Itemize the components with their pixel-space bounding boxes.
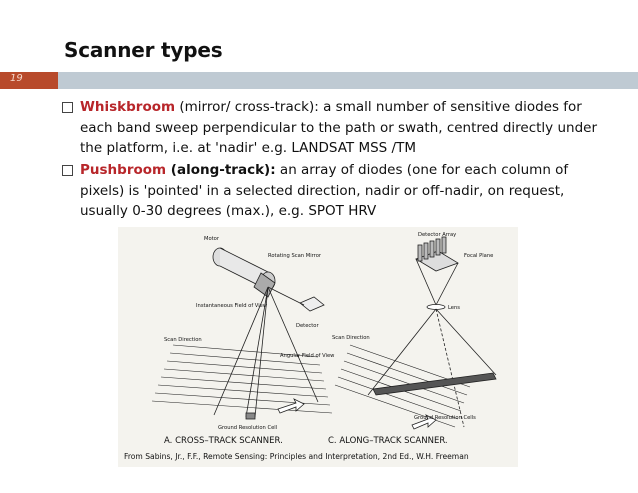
bullet-text bbox=[80, 160, 602, 222]
label-scan-direction-left: Scan Direction bbox=[164, 337, 202, 343]
along-track-diagram bbox=[335, 237, 496, 429]
figure-credit: From Sabins, Jr., F.F., Remote Sensing: Principles and Interpretation, 2nd Ed., W.H. Freeman bbox=[124, 452, 469, 461]
bullet-pushbroom bbox=[62, 160, 602, 222]
ground-cells-shape bbox=[373, 373, 496, 395]
label-detector: Detector bbox=[296, 323, 319, 329]
term-suffix: (along-track): bbox=[166, 162, 276, 178]
header-band bbox=[0, 72, 638, 89]
scanner-figure bbox=[118, 227, 518, 467]
caption-cross-track: A. CROSS–TRACK SCANNER. bbox=[164, 436, 283, 446]
label-angular-fov: Angular Field of View bbox=[280, 353, 335, 359]
label-ground-cells: Ground Resolution Cells bbox=[414, 415, 476, 421]
bullet-body: an array of diodes (one for each column of pixels) is 'pointed' in a selected direction, nadir or off-nadir, on request, usually 0-30 degrees (max.), e.g. SPOT HRV bbox=[80, 162, 569, 219]
detector-shape bbox=[300, 297, 324, 311]
label-rotating-mirror: Rotating Scan Mirror bbox=[268, 253, 322, 259]
scanner-diagram bbox=[118, 227, 518, 467]
label-scan-direction-right: Scan Direction bbox=[332, 335, 370, 341]
slide-title: Scanner types bbox=[64, 38, 223, 62]
label-ifov: Instantaneous Field of View bbox=[196, 303, 268, 309]
cross-track-diagram bbox=[152, 248, 332, 419]
label-focal-plane: Focal Plane bbox=[464, 253, 494, 259]
bullet-square-icon bbox=[62, 102, 73, 113]
caption-along-track: C. ALONG–TRACK SCANNER. bbox=[328, 436, 448, 446]
bullet-body: (mirror/ cross-track): a small number of sensitive diodes for each band sweep perpendicular to the path or swath, centred directly under the platform, i.e. at 'nadir' e.g. LANDSAT MSS /TM bbox=[80, 99, 597, 156]
bullet-text bbox=[80, 97, 602, 159]
label-detector-array: Detector Array bbox=[418, 232, 457, 238]
bullet-square-icon bbox=[62, 165, 73, 176]
label-ground-cell: Ground Resolution Cell bbox=[218, 425, 278, 431]
header-band-bar bbox=[58, 72, 638, 89]
page-number-tab bbox=[0, 72, 58, 89]
bullet-whiskbroom bbox=[62, 97, 602, 159]
label-lens: Lens bbox=[448, 305, 460, 311]
ground-cell-shape bbox=[246, 413, 255, 419]
term-pushbroom: Pushbroom bbox=[80, 162, 167, 178]
term-whiskbroom: Whiskbroom bbox=[80, 99, 176, 115]
label-motor: Motor bbox=[204, 236, 219, 242]
page-number: 19 bbox=[10, 73, 23, 84]
lens-shape bbox=[427, 305, 445, 310]
